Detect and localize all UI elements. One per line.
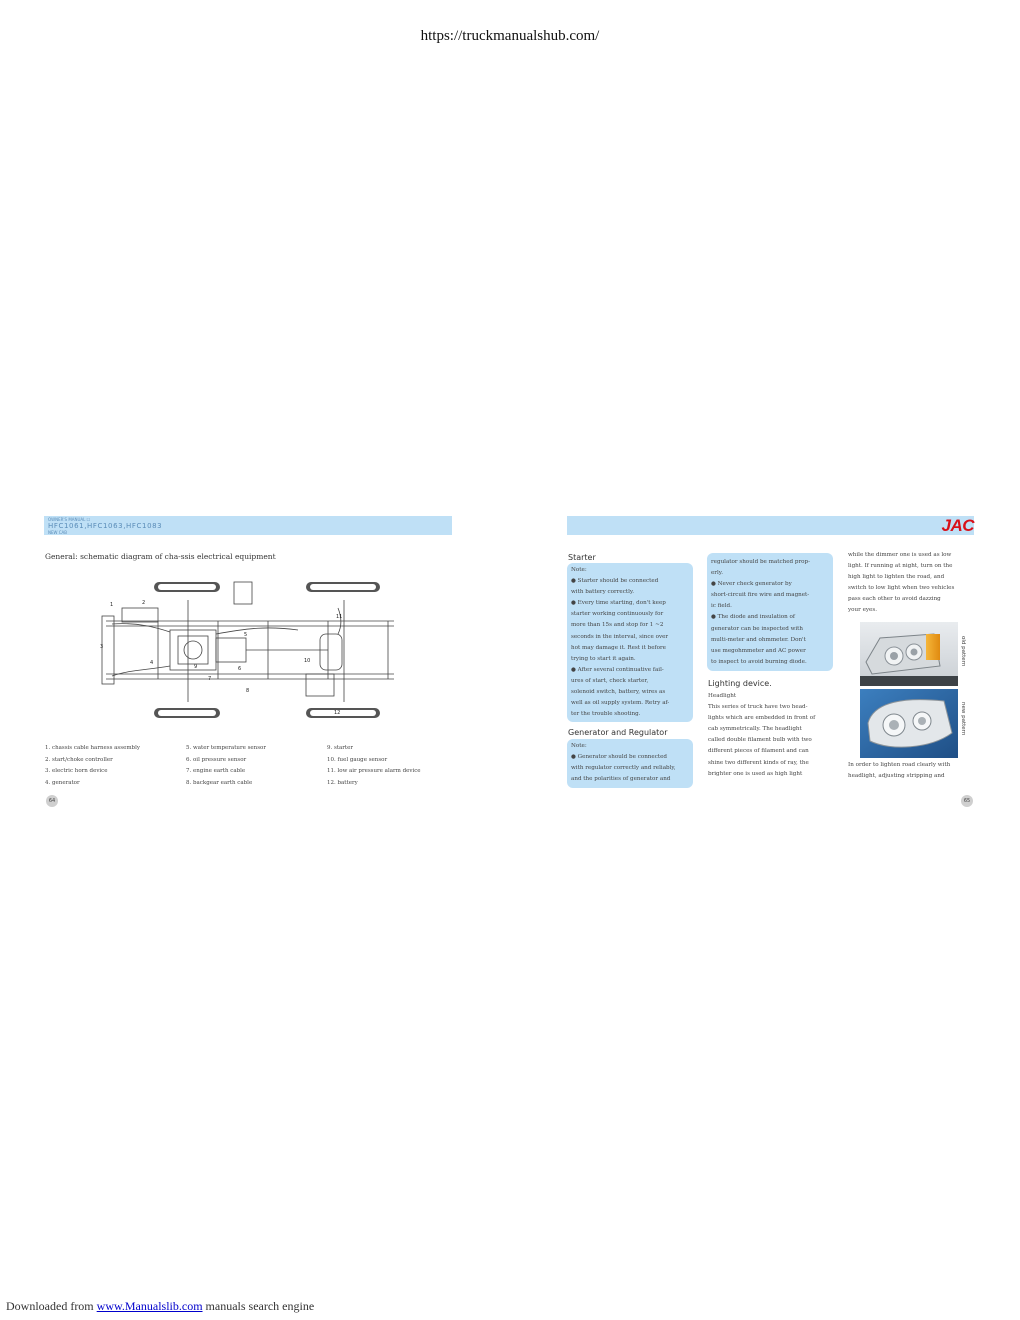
diagram-heading: General: schematic diagram of cha-ssis electrical equipment: [45, 552, 276, 561]
lighting-title: Lighting device.: [708, 679, 772, 688]
legend-row: [45, 778, 465, 790]
text-line: called double filament bulb with two: [708, 737, 812, 744]
note-line: seconds in the interval, since over: [571, 633, 669, 640]
label-5: 5: [244, 632, 248, 638]
legend-item: 11. low air pressure alarm device: [327, 768, 421, 774]
legend-item: 5. water temperature sensor: [186, 745, 266, 751]
label-11: 11: [336, 614, 343, 620]
note-line: solenoid switch, battery, wires as: [571, 689, 666, 696]
legend-item: 8. backgear earth cable: [186, 779, 253, 786]
note-line: and the polarities of generator and: [571, 776, 671, 783]
source-url[interactable]: https://truckmanualshub.com/: [420, 28, 600, 44]
old-pattern-caption: old pattern: [960, 636, 966, 667]
note-line: with battery correctly.: [571, 589, 635, 596]
text-line: This series of truck have two head-: [708, 704, 808, 711]
legend-item: 6. oil pressure sensor: [186, 756, 247, 763]
text-line: headlight, adjusting stripping and: [848, 773, 945, 780]
note-line: with regulator correctly and reliably,: [571, 765, 676, 772]
note-line: well as oil supply system. Retry af-: [571, 700, 670, 707]
note-line: starter working continuously for: [571, 611, 664, 618]
note-line: ● Never check generator by: [711, 581, 792, 588]
note-line: ● Generator should be connected: [571, 754, 667, 761]
download-footer: [6, 1299, 314, 1314]
jac-logo: JAC: [941, 516, 974, 535]
note-line: generator can be inspected with: [711, 625, 804, 632]
note-line: ● After several continuative fail-: [571, 666, 664, 673]
starter-note-label: Note:: [571, 567, 587, 573]
note-line: ter the trouble shooting.: [571, 711, 641, 718]
label-2: 2: [142, 600, 146, 606]
new-pattern-headlight-photo: [860, 689, 958, 758]
old-pattern-headlight-photo: [860, 622, 958, 686]
note-line: ● Starter should be connected: [571, 578, 659, 585]
text-line: brighter one is used as high light: [708, 770, 803, 777]
text-line: In order to lighten road clearly with: [848, 762, 951, 768]
label-6: 6: [238, 666, 242, 672]
note-line: use megohmmeter and AC power: [711, 647, 806, 654]
right-page-header-bar: [567, 516, 974, 535]
legend-item: 1. chassis cable harness assembly: [45, 745, 140, 751]
text-line: while the dimmer one is used as low: [848, 552, 952, 558]
lighting-text-continued: [848, 550, 974, 617]
starter-title: Starter: [568, 553, 596, 562]
label-8: 8: [246, 688, 250, 694]
legend-row: [45, 766, 465, 778]
text-line: switch to low light when two vehicles: [848, 585, 955, 592]
starter-note-box: [567, 563, 693, 722]
legend-item: 7. engine earth cable: [186, 768, 246, 774]
generator-title: Generator and Regulator: [568, 728, 668, 737]
chassis-frame: [102, 582, 394, 702]
diagram-legend: [45, 743, 465, 789]
note-line: hot may damage it. Rest it before: [571, 644, 666, 651]
label-7: 7: [208, 676, 212, 682]
note-line: ic field.: [711, 603, 732, 610]
generator-note-label: Note:: [571, 743, 587, 749]
note-line: multi-meter and ohmmeter. Don't: [711, 636, 806, 643]
left-page-header-bar: [44, 516, 452, 535]
label-9: 9: [194, 664, 198, 670]
text-line: pass each other to avoid dazzing: [848, 596, 941, 603]
generator-note-box: [567, 739, 693, 788]
note-line: more than 15s and stop for 1 ~2: [571, 622, 664, 629]
label-12: 12: [334, 710, 341, 716]
legend-item: 3. electric horn device: [45, 768, 108, 774]
text-line: lights which are embedded in front of: [708, 715, 816, 722]
label-4: 4: [150, 660, 154, 666]
legend-item: 2. start/choke controller: [45, 756, 113, 763]
model-numbers: HFC1061,HFC1063,HFC1083: [48, 522, 163, 530]
text-line: cab symmetrically. The headlight: [708, 726, 802, 733]
generator-note-continued: [707, 553, 833, 671]
manual-label: OWNER'S MANUAL ☐: [48, 517, 91, 522]
lighting-text: [708, 691, 833, 780]
legend-item: 9. starter: [327, 745, 354, 751]
manualslib-link[interactable]: www.Manualslib.com: [96, 1299, 203, 1313]
text-line: your eyes.: [848, 607, 878, 614]
note-line: ● The diode and insulation of: [711, 614, 795, 621]
note-line: short-circuit fire wire and magnet-: [711, 592, 810, 599]
label-10: 10: [304, 658, 311, 664]
text-line: high light to lighten the road, and: [848, 574, 945, 581]
legend-item: 10. fuel gauge sensor: [327, 756, 388, 763]
footer-prefix: Downloaded from: [6, 1299, 97, 1313]
text-line: shine two different kinds of ray, the: [708, 759, 809, 766]
new-pattern-caption: new pattern: [960, 702, 966, 736]
legend-item: 4. generator: [45, 779, 80, 786]
text-line: different pieces of filament and can: [708, 748, 809, 755]
chassis-electrical-diagram: [98, 578, 398, 723]
cab-label: NEW CAB: [48, 530, 68, 535]
headlight-subtitle: Headlight: [708, 693, 737, 699]
note-line: ures of start, check starter,: [571, 677, 649, 684]
footer-suffix: manuals search engine: [202, 1299, 315, 1313]
note-line: ● Every time starting, don't keep: [571, 600, 666, 607]
note-line: erly.: [711, 570, 723, 577]
label-1: 1: [110, 602, 114, 608]
note-line: to inspect to avoid burning diode.: [711, 658, 807, 665]
legend-item: 12. battery: [327, 779, 358, 786]
note-line: trying to start it again.: [571, 655, 636, 662]
legend-row: [45, 743, 465, 755]
legend-row: [45, 755, 465, 767]
page-number-right: 65: [961, 795, 973, 807]
page-number-left: 64: [46, 795, 58, 807]
text-line: light. If running at night, turn on the: [848, 563, 953, 570]
lighting-text-bottom: [848, 760, 974, 782]
note-line: regulator should be matched prop-: [711, 559, 811, 565]
label-3: 3: [100, 644, 104, 650]
